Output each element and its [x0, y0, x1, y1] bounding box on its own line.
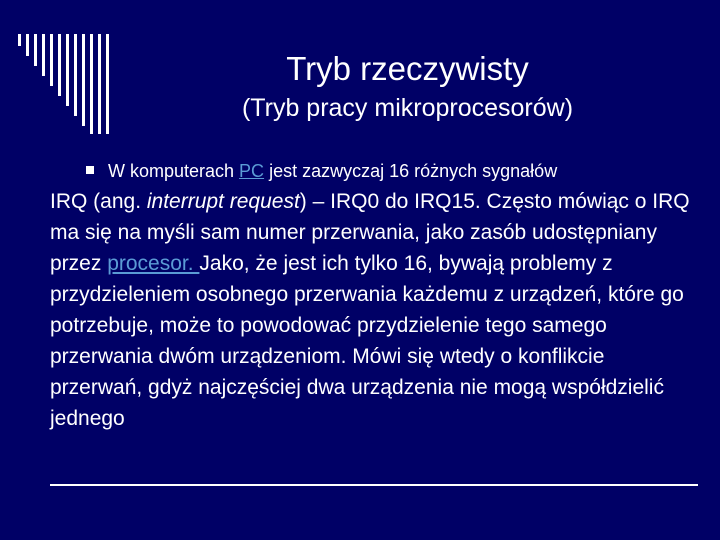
- procesor-link[interactable]: procesor.: [107, 252, 200, 275]
- bullet-suffix: jest zazwyczaj 16 różnych sygnałów: [264, 161, 558, 181]
- bullet-line: [86, 161, 557, 182]
- body-italic-term: interrupt request: [146, 190, 300, 213]
- bottom-divider: [50, 484, 698, 486]
- bullet-prefix: W komputerach: [108, 161, 240, 181]
- body-part-1: IRQ (ang.: [50, 190, 147, 213]
- body-part-3: Jako, że jest ich tylko 16, bywają problemy z przydzieleniem osobnego przerwania każdemu z urządzeń, które go potrzebuje, może to powodować przydzielenie tego samego przerwania dwóm urządzeniom. Mówi się wtedy o konflikcie przerwań, gdyż najczęściej dwa urządzenia nie mogą współdzielić jednego: [50, 252, 684, 430]
- body-paragraph: [50, 186, 700, 434]
- square-bullet-icon: [86, 166, 94, 174]
- body-part-2: ) – IRQ0 do IRQ15. Często mówiąc o IRQ ma się na myśli sam numer przerwania, jako zasób udostępniany przez: [50, 190, 690, 275]
- pc-link[interactable]: PC: [239, 161, 265, 181]
- slide-title: Tryb rzeczywisty: [286, 50, 529, 87]
- slide-subtitle: (Tryb pracy mikroprocesorów): [241, 94, 574, 122]
